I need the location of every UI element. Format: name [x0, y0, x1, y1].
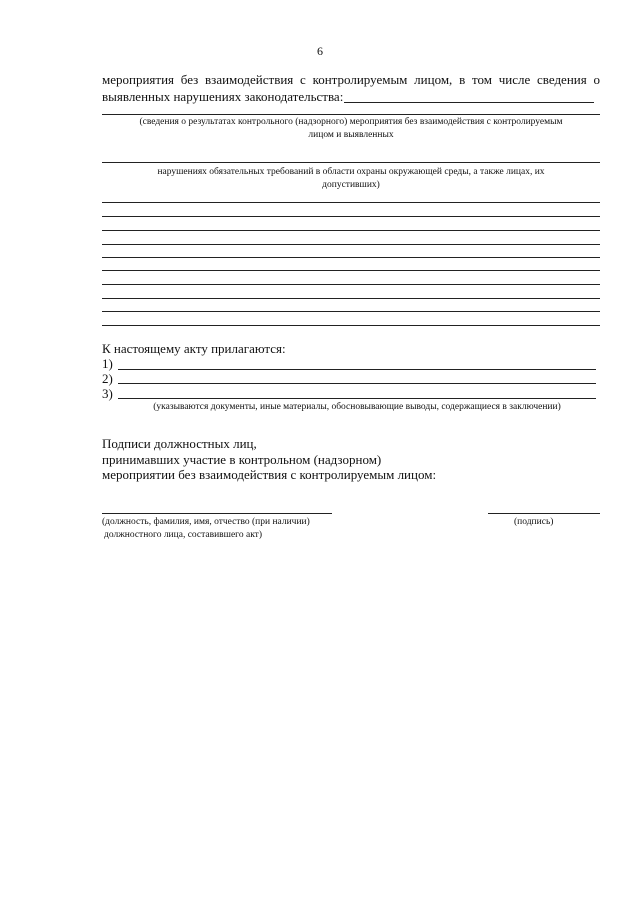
- blank-line: [102, 325, 600, 326]
- blank-line: [102, 270, 600, 271]
- blank-line: [102, 298, 600, 299]
- attachment-fill-line: [118, 369, 596, 370]
- blank-line: [102, 284, 600, 285]
- details-fill-line: [102, 114, 600, 115]
- blank-line: [102, 311, 600, 312]
- intro-line-2: выявленных нарушениях законодательства:: [102, 89, 344, 104]
- signature-fill-line: [488, 513, 600, 514]
- signature-caption: (подпись): [514, 517, 554, 527]
- attachment-fill-line: [118, 398, 596, 399]
- attachment-item-number: 3): [102, 386, 113, 401]
- violations-fill-line: [102, 162, 600, 163]
- caption-violations-line-2: допустивших): [322, 180, 380, 190]
- attachments-heading: К настоящему акту прилагаются:: [102, 341, 286, 356]
- blank-line: [102, 244, 600, 245]
- attachment-fill-line: [118, 383, 596, 384]
- official-caption-line-1: (должность, фамилия, имя, отчество (при наличии): [102, 517, 310, 527]
- caption-results-line-2: лицом и выявленных: [308, 130, 394, 140]
- intro-line-1: мероприятия без взаимодействия с контролируемым лицом, в том числе сведения о: [102, 72, 600, 87]
- attachments-caption: (указываются документы, иные материалы, обосновывающие выводы, содержащиеся в заключении): [153, 402, 561, 412]
- caption-violations-line-1: нарушениях обязательных требований в области охраны окружающей среды, а также лицах, их: [157, 167, 545, 177]
- attachment-item-number: 2): [102, 371, 113, 386]
- caption-results-line-1: (сведения о результатах контрольного (надзорного) мероприятия без взаимодействия с контролируемым: [139, 117, 563, 127]
- blank-line: [102, 257, 600, 258]
- official-fill-line: [102, 513, 332, 514]
- blank-line: [102, 230, 600, 231]
- blank-line: [102, 216, 600, 217]
- signatures-heading-line-3: мероприятии без взаимодействия с контролируемым лицом:: [102, 467, 437, 482]
- blank-line: [102, 202, 600, 203]
- intro-fill-line: [344, 102, 594, 103]
- official-caption-line-2: должностного лица, составившего акт): [104, 530, 262, 540]
- signatures-heading-line-1: Подписи должностных лиц,: [102, 436, 257, 451]
- page-number: 6: [317, 44, 323, 58]
- attachment-item-number: 1): [102, 356, 113, 371]
- signatures-heading-line-2: принимавших участие в контрольном (надзорном): [102, 452, 382, 467]
